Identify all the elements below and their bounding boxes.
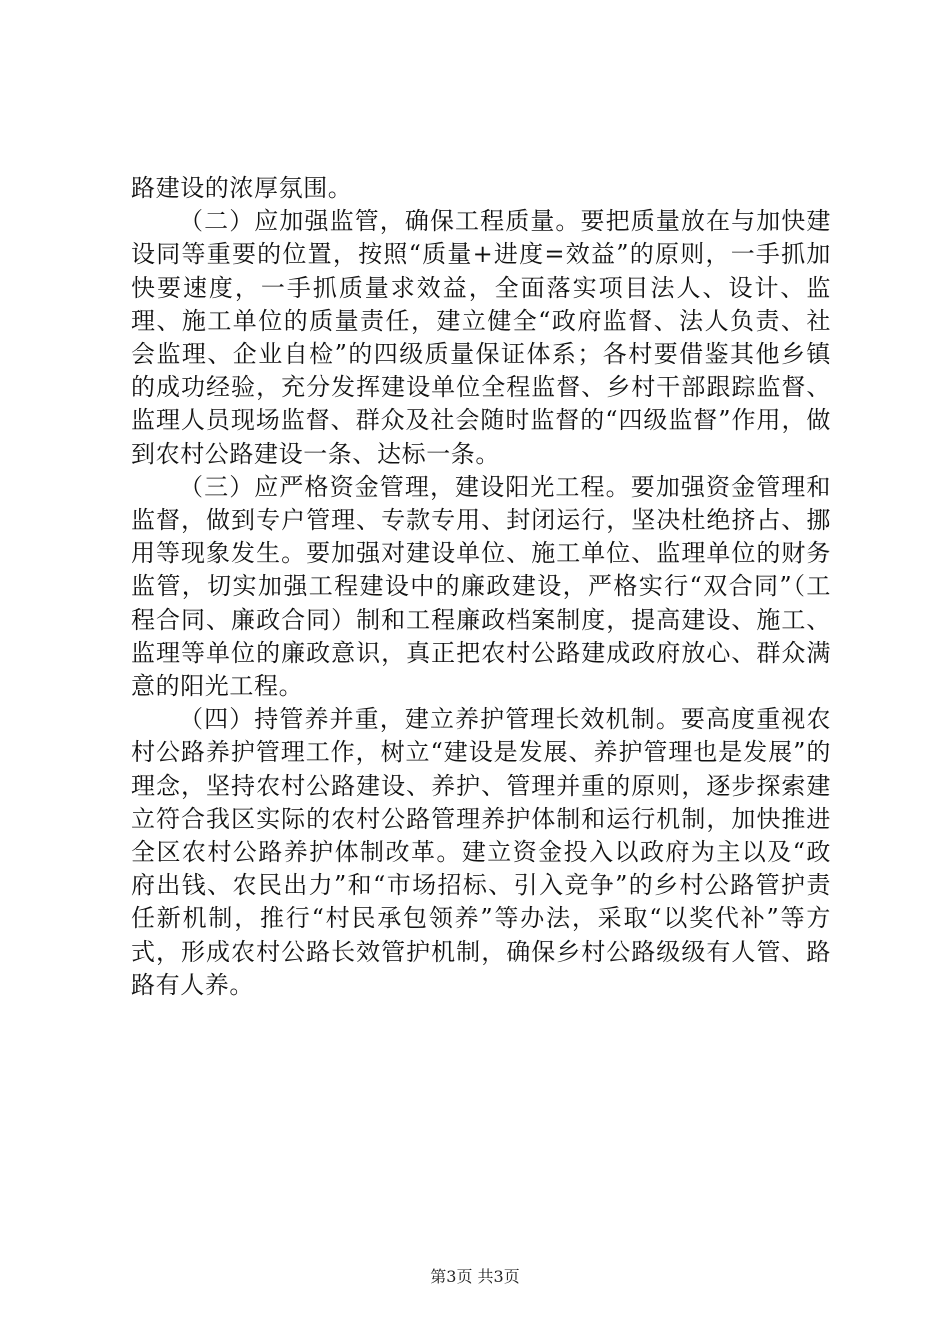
- paragraph-fund-management: （三）应严格资金管理，建设阳光工程。要加强资金管理和监督，做到专户管理、专款专用、封闭运行，坚决杜绝挤占、挪用等现象发生。要加强对建设单位、施工单位、监理单位的财务监管，切实加强工程建设中的廉政建设，严格实行“双合同”（工程合同、廉政合同）制和工程廉政档案制度，提高建设、施工、监理等单位的廉政意识，真正把农村公路建成政府放心、群众满意的阳光工程。: [131, 472, 831, 701]
- paragraph-maintenance-mechanism: （四）持管养并重，建立养护管理长效机制。要高度重视农村公路养护管理工作，树立“建设是发展、养护管理也是发展”的理念，坚持农村公路建设、养护、管理并重的原则，逐步探索建立符合我区实际的农村公路管理养护体制和运行机制，加快推进全区农村公路养护体制改革。建立资金投入以政府为主以及“政府出钱、农民出力”和“市场招标、引入竞争”的乡村公路管护责任新机制，推行“村民承包领养”等办法，采取“以奖代补”等方式，形成农村公路长效管护机制，确保乡村公路级级有人管、路路有人养。: [131, 705, 831, 999]
- document-body: [131, 172, 831, 1002]
- page-footer: 第3页 共3页: [430, 1267, 520, 1286]
- paragraph-quality-supervision: （二）应加强监管，确保工程质量。要把质量放在与加快建设同等重要的位置，按照“质量+进度=效益”的原则，一手抓加快要速度，一手抓质量求效益，全面落实项目法人、设计、监理、施工单位的质量责任，建立健全“政府监督、法人负责、社会监理、企业自检”的四级质量保证体系；各村要借鉴其他乡镇的成功经验，充分发挥建设单位全程监督、乡村干部跟踪监督、监理人员现场监督、群众及社会随时监督的“四级监督”作用，做到农村公路建设一条、达标一条。: [131, 207, 831, 468]
- paragraph-continuation: 路建设的浓厚氛围。: [131, 174, 353, 202]
